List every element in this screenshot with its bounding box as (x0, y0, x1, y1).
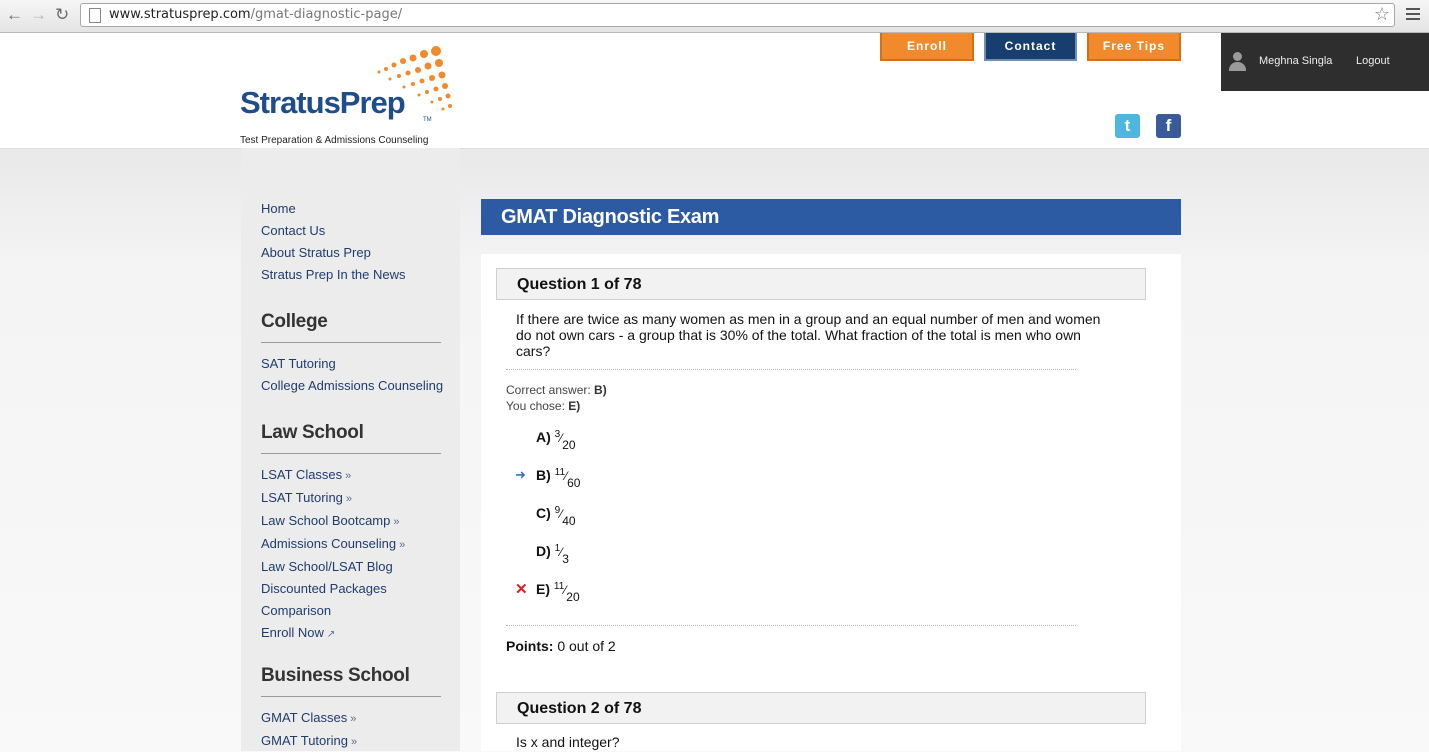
sidebar-business-links (261, 707, 357, 753)
logo-tagline: Test Preparation & Admissions Counseling (240, 135, 429, 146)
sidebar-link-news[interactable]: Stratus Prep In the News (261, 267, 406, 282)
sidebar-main-links (261, 198, 406, 286)
logout-link[interactable]: Logout (1356, 55, 1390, 67)
browser-menu-icon[interactable] (1406, 8, 1420, 23)
sidebar-link-admissions-counseling[interactable]: Admissions Counseling » (261, 536, 406, 551)
sidebar-college-links (261, 353, 443, 397)
back-icon[interactable]: ← (6, 5, 23, 24)
sidebar-link-law-bootcamp[interactable]: Law School Bootcamp » (261, 513, 400, 528)
page-icon (89, 8, 101, 23)
stratusprep-logo[interactable] (240, 45, 470, 146)
free-tips-button[interactable]: Free Tips (1087, 33, 1181, 61)
wrong-x-icon: ✕ (515, 581, 528, 598)
option-e: E) $^{11}⁄_{20}$ (536, 581, 580, 604)
question-2-text: Is x and integer? (516, 734, 620, 750)
bookmark-star-icon[interactable]: ☆ (1373, 4, 1390, 25)
logo-trademark: TM (423, 117, 432, 123)
correct-arrow-icon: ➜ (515, 467, 526, 482)
correct-answer: Correct answer: B) (506, 383, 607, 397)
sidebar-law-links (261, 464, 405, 646)
external-link-icon: ↗ (326, 629, 336, 640)
sidebar-heading-business-school: Business School (261, 665, 441, 697)
sidebar-heading-college: College (261, 311, 441, 343)
browser-toolbar (0, 0, 1429, 33)
sidebar-link-gmat-tutoring[interactable]: GMAT Tutoring » (261, 733, 358, 748)
user-name[interactable]: Meghna Singla (1259, 55, 1333, 67)
sidebar-link-comparison[interactable]: Comparison (261, 603, 332, 618)
divider (506, 369, 1076, 370)
url-text: www.stratusprep.com/gmat-diagnostic-page/ (109, 7, 403, 22)
sidebar-heading-law-school: Law School (261, 422, 441, 454)
option-c: C) $^9⁄_{40}$ (536, 505, 576, 528)
sidebar-link-sat-tutoring[interactable]: SAT Tutoring (261, 356, 336, 371)
sidebar-link-about[interactable]: About Stratus Prep (261, 245, 371, 260)
reload-icon[interactable]: ↻ (55, 5, 70, 24)
you-chose: You chose: E) (506, 399, 581, 413)
option-d: D) $^1⁄_3$ (536, 543, 569, 566)
sidebar-link-college-admissions[interactable]: College Admissions Counseling (261, 378, 444, 393)
sidebar-link-contact-us[interactable]: Contact Us (261, 223, 326, 238)
question-2-header: Question 2 of 78 (496, 692, 1146, 724)
sidebar-link-lsat-classes[interactable]: LSAT Classes » (261, 467, 352, 482)
question-1-header: Question 1 of 78 (496, 268, 1146, 300)
sidebar-link-enroll-now[interactable]: Enroll Now ↗ (261, 625, 336, 640)
question-1-text: If there are twice as many women as men in a group and an equal number of men and women do not own cars - a group that is 30% of the total. What fraction of the total is men who own cars? (516, 311, 1101, 359)
twitter-icon[interactable]: t (1115, 114, 1140, 138)
page-title: GMAT Diagnostic Exam (481, 199, 1181, 235)
facebook-icon[interactable]: f (1156, 114, 1181, 138)
sidebar-link-discounted-packages[interactable]: Discounted Packages (261, 581, 387, 596)
divider (506, 625, 1076, 626)
sidebar-link-lsat-blog[interactable]: Law School/LSAT Blog (261, 559, 393, 574)
points-display: Points: 0 out of 2 (506, 638, 616, 654)
sidebar (241, 148, 460, 751)
forward-icon[interactable]: → (30, 5, 47, 24)
sidebar-link-home[interactable]: Home (261, 201, 296, 216)
address-bar[interactable] (80, 3, 1395, 27)
option-b: B) $^{11}⁄_{60}$ (536, 467, 581, 490)
enroll-button[interactable]: Enroll (880, 33, 974, 61)
contact-button[interactable]: Contact (984, 33, 1077, 61)
user-avatar-icon (1228, 52, 1246, 72)
sidebar-link-gmat-classes[interactable]: GMAT Classes » (261, 710, 357, 725)
logo-wordmark: StratusPrep (240, 85, 405, 120)
sidebar-link-lsat-tutoring[interactable]: LSAT Tutoring » (261, 490, 353, 505)
site-header (0, 33, 1429, 147)
option-a: A) $^3⁄_{20}$ (536, 429, 576, 452)
user-panel (1221, 33, 1429, 91)
